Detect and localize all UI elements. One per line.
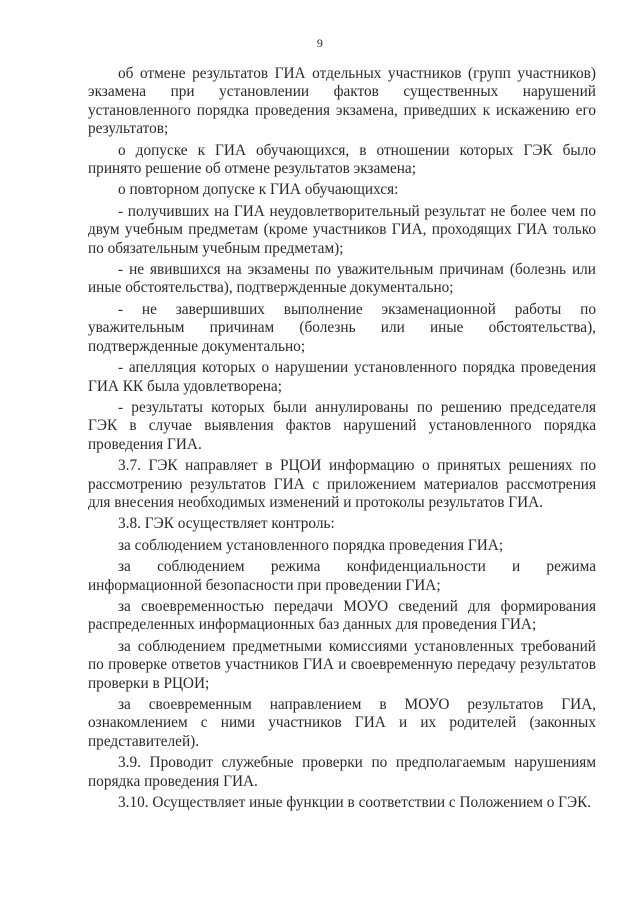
control-item-subject-commissions: за соблюдением предметными комиссиями установленных требований по проверке ответов участников ГИА и своевременную передачу результатов проверки в РЦОИ; — [88, 637, 596, 692]
paragraph-admission-decision: о допуске к ГИА обучающихся, в отношении которых ГЭК было принято решение об отмене результатов экзамена; — [88, 141, 596, 178]
list-item-results-annulled: - результаты которых были аннулированы по решению председателя ГЭК в случае выявления фактов нарушений установленного порядка проведения ГИА. — [88, 398, 596, 453]
document-body — [88, 65, 596, 815]
section-3-8: 3.8. ГЭК осуществляет контроль: — [118, 515, 335, 533]
list-item-appeal-satisfied: - апелляция которых о нарушении установленного порядка проведения ГИА КК была удовлетворена; — [88, 359, 596, 395]
list-item-unsatisfactory-result: - получивших на ГИА неудовлетворительный результат не более чем по двум учебным предметам (кроме участников ГИА, проходящих ГИА только по обязательным учебным предметам); — [88, 202, 596, 257]
control-item-confidentiality: за соблюдением режима конфиденциальности и режима информационной безопасности при проведении ГИА; — [88, 558, 596, 594]
list-item-absent-valid-reason: - не явившихся на экзамены по уважительным причинам (болезнь или иные обстоятельства), подтвержденные документально; — [88, 261, 596, 297]
control-item-procedure: за соблюдением установленного порядка проведения ГИА; — [118, 536, 504, 554]
section-3-7: 3.7. ГЭК направляет в РЦОИ информацию о принятых решениях по рассмотрению результатов ГИА с приложением материалов рассмотрения для внесения необходимых изменений и протоколы результатов ГИА. — [88, 457, 596, 511]
paragraph-repeat-admission: о повторном допуске к ГИА обучающихся: — [118, 181, 399, 199]
page-number: 9 — [316, 36, 324, 50]
section-3-10: 3.10. Осуществляет иные функции в соответствии с Положением о ГЭК. — [118, 794, 592, 812]
paragraph-annulment-decision: об отмене результатов ГИА отдельных участников (групп участников) экзамена при установлении фактов существенных нарушений установленного порядка проведения экзамена, приведших к искажению его результатов; — [88, 65, 596, 138]
list-item-not-completed: - не завершивших выполнение экзаменационной работы по уважительным причинам (болезнь или иные обстоятельства), подтвержденные документально; — [88, 300, 596, 355]
control-item-results-notification: за своевременным направлением в МОУО результатов ГИА, ознакомлением с ними участников ГИА и их родителей (законных представителей). — [88, 696, 596, 750]
section-3-9: 3.9. Проводит служебные проверки по предполагаемым нарушениям порядка проведения ГИА. — [88, 754, 596, 790]
control-item-data-transfer: за своевременностью передачи МОУО сведений для формирования распределенных информационных баз данных для проведения ГИА; — [88, 597, 596, 634]
